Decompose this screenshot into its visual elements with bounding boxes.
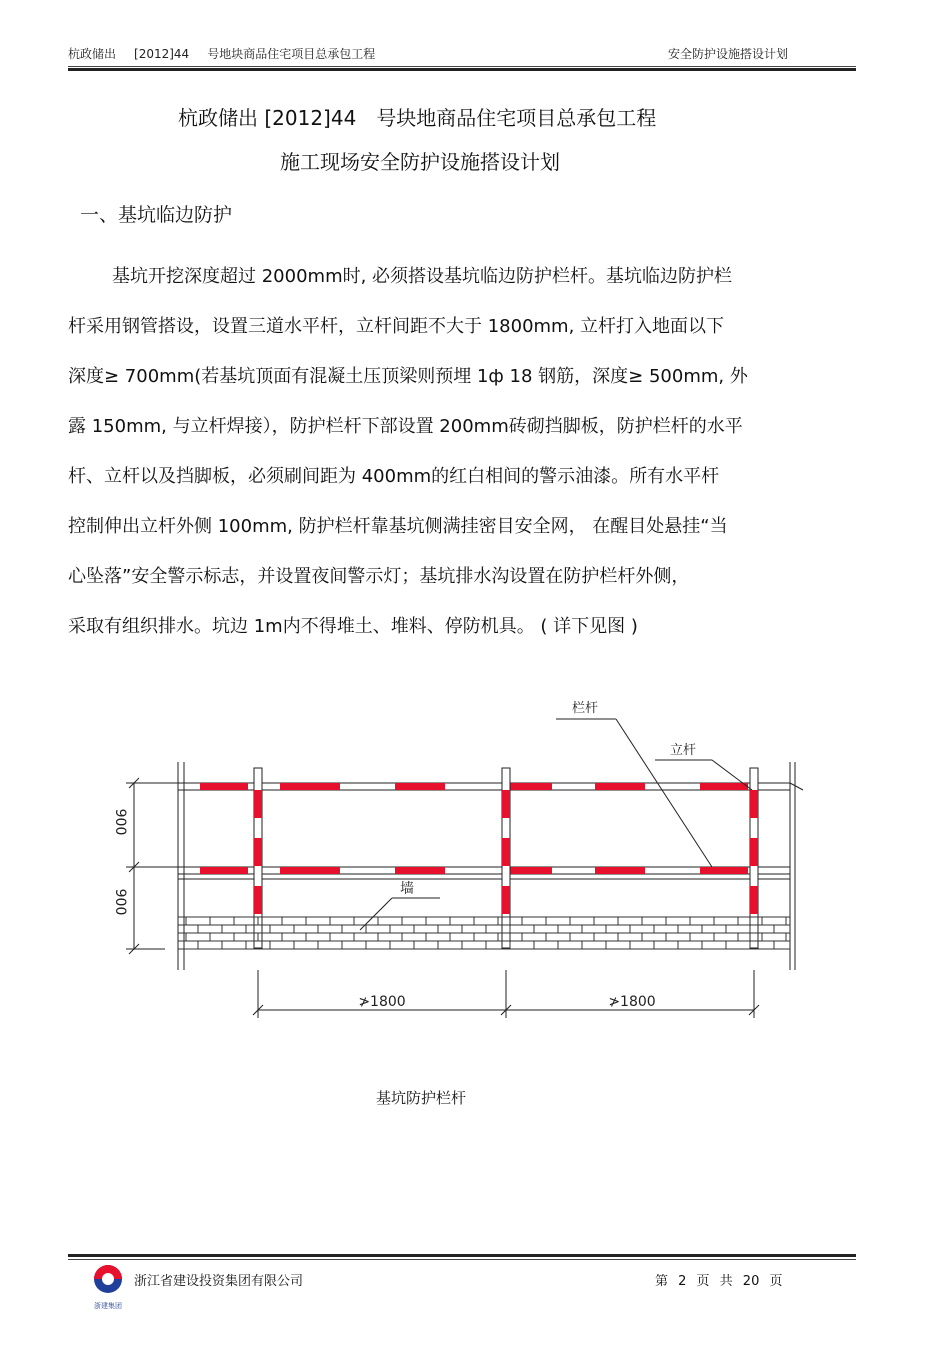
company-logo — [90, 1262, 126, 1312]
body-line: 露 150mm, 与立杆焊接），防护栏杆下部设置 200mm砖砌挡脚板，防护栏杆的水平 — [68, 416, 743, 437]
footer-rule-thick — [68, 1254, 856, 1257]
running-header-left — [68, 45, 393, 62]
page-title-line1 — [178, 102, 656, 131]
body-line: 基坑开挖深度超过 2000mm时, 必须搭设基坑临边防护栏杆。基坑临边防护栏 — [112, 266, 733, 287]
middle-rail-red-stripes — [200, 867, 748, 874]
railing-leader — [556, 719, 712, 867]
railing-diagram — [0, 680, 950, 1040]
dim-span-1-label: ≯1800 — [358, 994, 406, 1010]
title-part-2: 号块地商品住宅项目总承包工程 — [376, 106, 657, 130]
body-line: 杆采用钢管搭设，设置三道水平杆，立杆间距不大于 1800mm, 立杆打入地面以下 — [68, 316, 725, 337]
body-line: 深度≥ 700mm(若基坑顶面有混凝土压顶梁则预埋 1ф 18 钢筋，深度≥ 500mm, 外 — [68, 366, 748, 387]
footer-company-name: 浙江省建设投资集团有限公司 — [134, 1274, 304, 1289]
header-rule-thick — [68, 68, 856, 71]
dim-span-2-label: ≯1800 — [608, 994, 656, 1010]
top-rail — [178, 783, 790, 790]
header-part-2: [2012]44 — [134, 47, 190, 61]
page-title-line2: 施工现场安全防护设施搭设计划 — [280, 150, 560, 174]
body-line: 控制伸出立杆外侧 100mm, 防护栏杆靠基坑侧满挂密目安全网， 在醒目处悬挂“当 — [68, 516, 728, 537]
section-heading: 一、基坑临边防护 — [80, 204, 233, 226]
body-line: 心坠落”安全警示标志，并设置夜间警示灯；基坑排水沟设置在防护栏杆外侧， — [68, 566, 690, 587]
label-wall: 墙 — [400, 881, 414, 897]
dim-height-2-label: 900 — [112, 888, 128, 916]
middle-rail — [178, 867, 790, 874]
post-middle — [502, 768, 510, 948]
logo-text: 浙建集团 — [94, 1302, 122, 1310]
header-part-3: 号地块商品住宅项目总承包工程 — [207, 47, 376, 61]
body-line: 采取有组织排水。坑边 1m内不得堆土、堆料、停防机具。 ( 详下见图 ) — [68, 616, 638, 637]
post-right — [750, 768, 758, 948]
header-rule-thin — [68, 66, 856, 67]
span-dimension — [253, 970, 759, 1018]
height-dimension — [126, 778, 178, 954]
left-edge — [178, 762, 184, 970]
running-header-right: 安全防护设施搭设计划 — [668, 47, 789, 61]
footer-page-number: 第 2 页 共 20 页 — [655, 1274, 783, 1289]
body-line: 杆、立杆以及挡脚板，必须刷间距为 400mm的红白相间的警示油漆。所有水平杆 — [68, 466, 720, 487]
right-edge — [790, 762, 803, 970]
dim-height-1-label: 900 — [112, 808, 128, 836]
header-part-1: 杭政储出 — [68, 47, 117, 61]
title-part-1: 杭政储出 [2012]44 — [178, 106, 357, 130]
footer-rule-thin — [68, 1259, 856, 1260]
figure-caption: 基坑防护栏杆 — [376, 1089, 467, 1107]
brick-toe-board — [178, 917, 790, 949]
top-rail-red-stripes — [200, 783, 748, 790]
label-railing: 栏杆 — [572, 701, 599, 716]
label-post: 立杆 — [670, 743, 697, 758]
